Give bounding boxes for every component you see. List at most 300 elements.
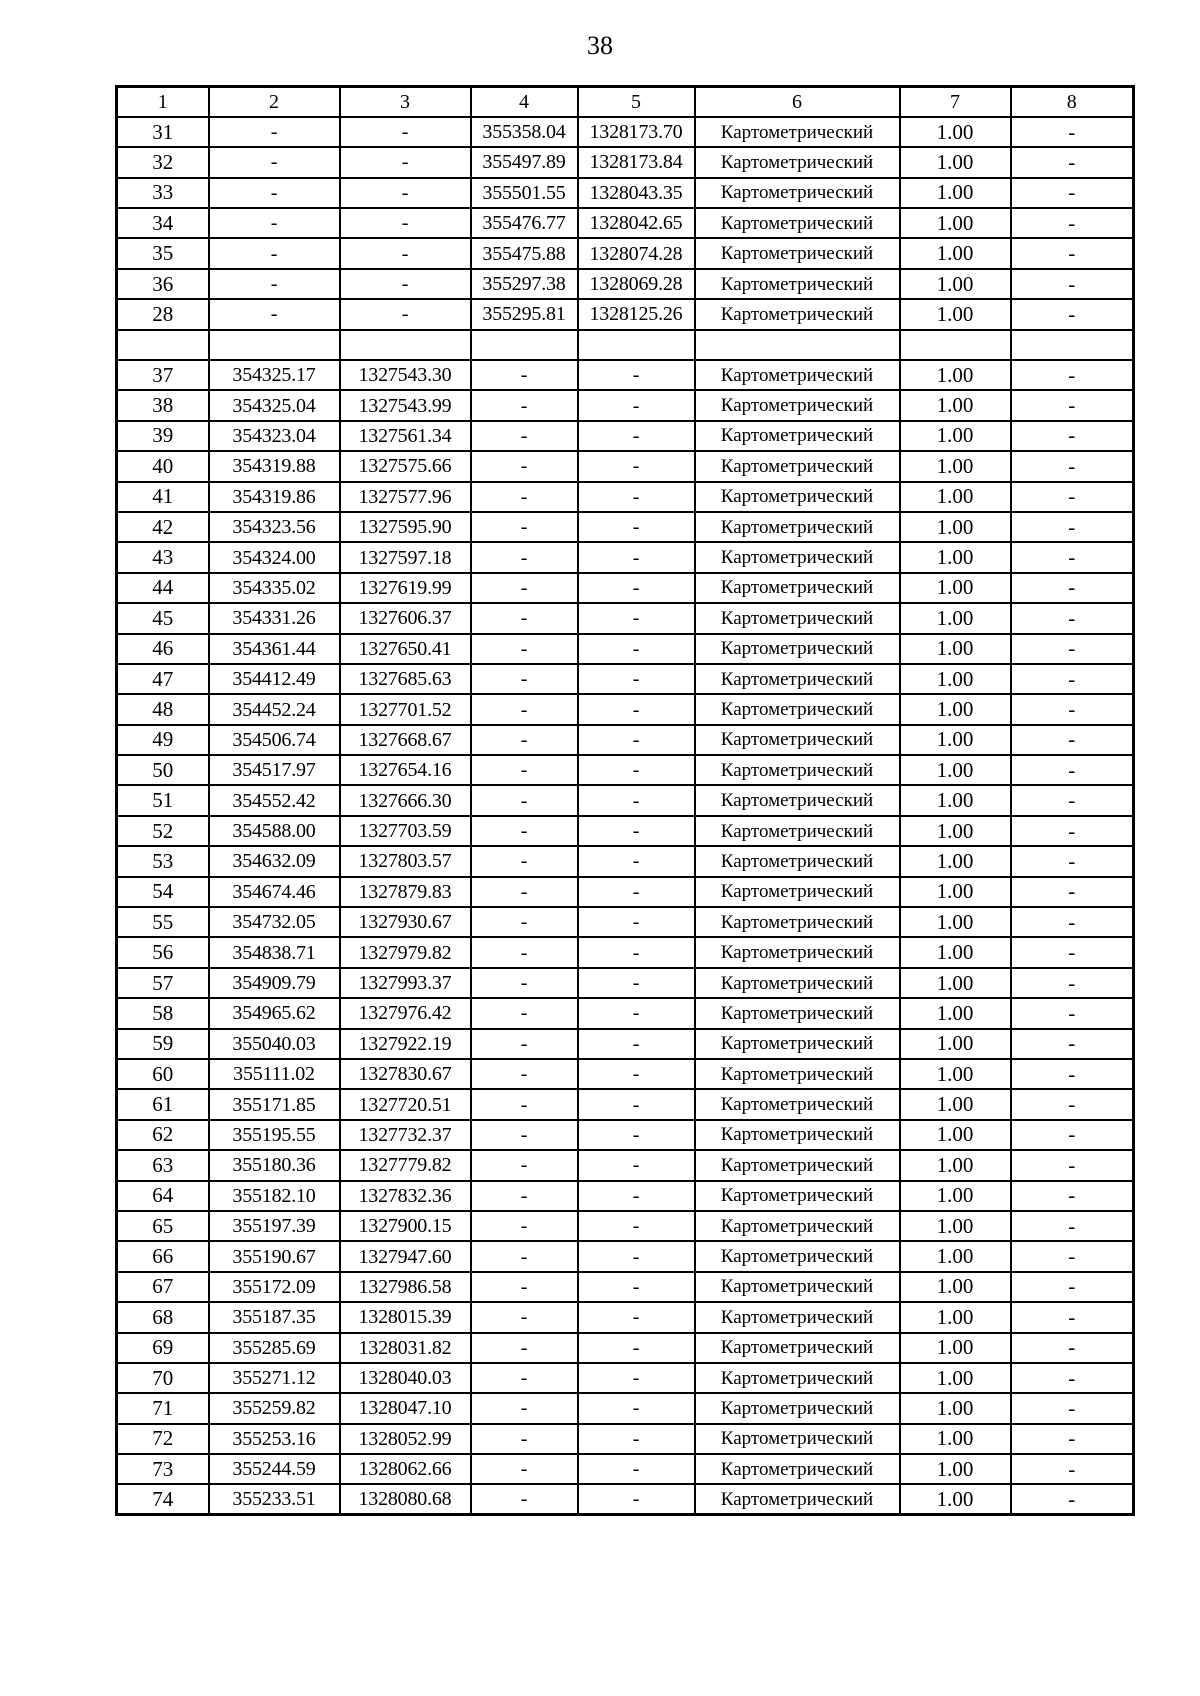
method-cell: Картометрический	[695, 1150, 900, 1180]
x-coordinate-cell: 354838.71	[209, 937, 340, 967]
point-number-cell: 56	[117, 937, 209, 967]
x-coordinate-cell: 355197.39	[209, 1211, 340, 1241]
y-coordinate-new-cell: -	[578, 755, 695, 785]
x-coordinate-cell	[209, 330, 340, 360]
x-coordinate-cell: 354324.00	[209, 542, 340, 572]
y-coordinate-cell: 1328040.03	[340, 1363, 471, 1393]
point-number-cell: 50	[117, 755, 209, 785]
point-number-cell: 61	[117, 1089, 209, 1119]
table-row	[117, 694, 1134, 724]
x-coordinate-new-cell: 355297.38	[471, 269, 578, 299]
accuracy-cell: 1.00	[900, 117, 1011, 147]
method-cell: Картометрический	[695, 178, 900, 208]
x-coordinate-new-cell: 355358.04	[471, 117, 578, 147]
y-coordinate-cell: 1328062.66	[340, 1454, 471, 1484]
method-cell: Картометрический	[695, 117, 900, 147]
x-coordinate-cell: 355259.82	[209, 1393, 340, 1423]
table-row	[117, 390, 1134, 420]
accuracy-cell	[900, 330, 1011, 360]
x-coordinate-cell: 354632.09	[209, 846, 340, 876]
x-coordinate-cell: 354965.62	[209, 998, 340, 1028]
method-cell: Картометрический	[695, 998, 900, 1028]
accuracy-cell: 1.00	[900, 937, 1011, 967]
accuracy-cell: 1.00	[900, 482, 1011, 512]
table-row	[117, 998, 1134, 1028]
x-coordinate-cell: 354588.00	[209, 816, 340, 846]
x-coordinate-new-cell: 355476.77	[471, 208, 578, 238]
method-cell: Картометрический	[695, 816, 900, 846]
y-coordinate-cell: 1327832.36	[340, 1181, 471, 1211]
note-cell: -	[1011, 907, 1134, 937]
note-cell: -	[1011, 1059, 1134, 1089]
note-cell: -	[1011, 1363, 1134, 1393]
accuracy-cell: 1.00	[900, 1302, 1011, 1332]
y-coordinate-new-cell: -	[578, 1150, 695, 1180]
method-cell: Картометрический	[695, 664, 900, 694]
x-coordinate-new-cell: -	[471, 451, 578, 481]
y-coordinate-new-cell: -	[578, 937, 695, 967]
accuracy-cell: 1.00	[900, 785, 1011, 815]
y-coordinate-new-cell: -	[578, 1393, 695, 1423]
x-coordinate-new-cell: 355497.89	[471, 147, 578, 177]
note-cell: -	[1011, 269, 1134, 299]
x-coordinate-new-cell: -	[471, 1241, 578, 1271]
y-coordinate-cell: -	[340, 178, 471, 208]
table-row	[117, 1424, 1134, 1454]
accuracy-cell: 1.00	[900, 1211, 1011, 1241]
note-cell: -	[1011, 178, 1134, 208]
x-coordinate-new-cell: -	[471, 1272, 578, 1302]
point-number-cell: 72	[117, 1424, 209, 1454]
note-cell: -	[1011, 1393, 1134, 1423]
table-row	[117, 725, 1134, 755]
note-cell: -	[1011, 542, 1134, 572]
x-coordinate-new-cell: -	[471, 664, 578, 694]
point-number-cell: 38	[117, 390, 209, 420]
y-coordinate-new-cell: -	[578, 1029, 695, 1059]
x-coordinate-new-cell: -	[471, 1059, 578, 1089]
y-coordinate-cell: 1327619.99	[340, 573, 471, 603]
x-coordinate-cell: 354335.02	[209, 573, 340, 603]
x-coordinate-cell: 354517.97	[209, 755, 340, 785]
method-cell: Картометрический	[695, 937, 900, 967]
table-row	[117, 816, 1134, 846]
page-number: 38	[587, 31, 613, 60]
x-coordinate-new-cell: 355501.55	[471, 178, 578, 208]
y-coordinate-new-cell: -	[578, 785, 695, 815]
x-coordinate-new-cell: -	[471, 694, 578, 724]
table-row	[117, 482, 1134, 512]
x-coordinate-new-cell: -	[471, 1393, 578, 1423]
x-coordinate-new-cell: -	[471, 573, 578, 603]
y-coordinate-cell: 1328080.68	[340, 1484, 471, 1514]
table-row	[117, 1363, 1134, 1393]
x-coordinate-cell: -	[209, 147, 340, 177]
y-coordinate-cell: -	[340, 238, 471, 268]
note-cell: -	[1011, 1181, 1134, 1211]
method-cell: Картометрический	[695, 603, 900, 633]
y-coordinate-cell: 1327830.67	[340, 1059, 471, 1089]
point-number-cell: 36	[117, 269, 209, 299]
method-cell: Картометрический	[695, 785, 900, 815]
table-row	[117, 1150, 1134, 1180]
x-coordinate-new-cell: -	[471, 725, 578, 755]
x-coordinate-cell: 355172.09	[209, 1272, 340, 1302]
accuracy-cell: 1.00	[900, 998, 1011, 1028]
y-coordinate-cell: 1327986.58	[340, 1272, 471, 1302]
x-coordinate-new-cell: -	[471, 1484, 578, 1514]
y-coordinate-new-cell: -	[578, 603, 695, 633]
note-cell: -	[1011, 1302, 1134, 1332]
table-row	[117, 877, 1134, 907]
table-row	[117, 785, 1134, 815]
y-coordinate-new-cell: 1328125.26	[578, 299, 695, 329]
accuracy-cell: 1.00	[900, 1363, 1011, 1393]
accuracy-cell: 1.00	[900, 542, 1011, 572]
note-cell: -	[1011, 238, 1134, 268]
table-row	[117, 1272, 1134, 1302]
note-cell: -	[1011, 816, 1134, 846]
method-cell: Картометрический	[695, 1029, 900, 1059]
y-coordinate-cell: 1328031.82	[340, 1333, 471, 1363]
x-coordinate-new-cell: -	[471, 816, 578, 846]
y-coordinate-cell: 1328052.99	[340, 1424, 471, 1454]
x-coordinate-cell: -	[209, 269, 340, 299]
method-cell: Картометрический	[695, 269, 900, 299]
table-row	[117, 1211, 1134, 1241]
x-coordinate-cell: 354319.88	[209, 451, 340, 481]
note-cell: -	[1011, 755, 1134, 785]
x-coordinate-new-cell: -	[471, 937, 578, 967]
accuracy-cell: 1.00	[900, 1120, 1011, 1150]
y-coordinate-cell: 1327597.18	[340, 542, 471, 572]
table-row	[117, 907, 1134, 937]
method-cell: Картометрический	[695, 725, 900, 755]
y-coordinate-cell: 1327947.60	[340, 1241, 471, 1271]
y-coordinate-cell: 1327606.37	[340, 603, 471, 633]
y-coordinate-cell: 1327561.34	[340, 421, 471, 451]
note-cell: -	[1011, 360, 1134, 390]
method-cell: Картометрический	[695, 299, 900, 329]
accuracy-cell: 1.00	[900, 968, 1011, 998]
point-number-cell: 70	[117, 1363, 209, 1393]
coordinates-table	[115, 85, 1135, 1516]
point-number-cell: 54	[117, 877, 209, 907]
table-row	[117, 512, 1134, 542]
x-coordinate-new-cell: -	[471, 603, 578, 633]
y-coordinate-new-cell: 1328042.65	[578, 208, 695, 238]
note-cell: -	[1011, 573, 1134, 603]
accuracy-cell: 1.00	[900, 299, 1011, 329]
y-coordinate-new-cell: -	[578, 1059, 695, 1089]
point-number-cell: 52	[117, 816, 209, 846]
point-number-cell: 31	[117, 117, 209, 147]
point-number-cell: 71	[117, 1393, 209, 1423]
table-row	[117, 1089, 1134, 1119]
point-number-cell: 48	[117, 694, 209, 724]
x-coordinate-new-cell: -	[471, 1302, 578, 1332]
accuracy-cell: 1.00	[900, 573, 1011, 603]
x-coordinate-cell: -	[209, 117, 340, 147]
y-coordinate-new-cell: 1328173.70	[578, 117, 695, 147]
y-coordinate-new-cell: -	[578, 1120, 695, 1150]
note-cell: -	[1011, 299, 1134, 329]
note-cell: -	[1011, 1089, 1134, 1119]
y-coordinate-cell: 1328015.39	[340, 1302, 471, 1332]
point-number-cell: 69	[117, 1333, 209, 1363]
note-cell: -	[1011, 998, 1134, 1028]
y-coordinate-new-cell: 1328074.28	[578, 238, 695, 268]
table-row	[117, 634, 1134, 664]
x-coordinate-new-cell: -	[471, 1181, 578, 1211]
point-number-cell: 28	[117, 299, 209, 329]
x-coordinate-new-cell: -	[471, 1333, 578, 1363]
y-coordinate-new-cell: -	[578, 573, 695, 603]
note-cell: -	[1011, 117, 1134, 147]
y-coordinate-new-cell: 1328173.84	[578, 147, 695, 177]
note-cell: -	[1011, 512, 1134, 542]
column-header-5: 5	[578, 87, 695, 117]
note-cell: -	[1011, 208, 1134, 238]
accuracy-cell: 1.00	[900, 269, 1011, 299]
accuracy-cell: 1.00	[900, 421, 1011, 451]
point-number-cell: 62	[117, 1120, 209, 1150]
x-coordinate-cell: 354325.17	[209, 360, 340, 390]
y-coordinate-cell: -	[340, 269, 471, 299]
point-number-cell: 74	[117, 1484, 209, 1514]
x-coordinate-cell: 355171.85	[209, 1089, 340, 1119]
x-coordinate-cell: -	[209, 238, 340, 268]
table-row	[117, 421, 1134, 451]
table-row	[117, 451, 1134, 481]
accuracy-cell: 1.00	[900, 1393, 1011, 1423]
y-coordinate-new-cell: -	[578, 451, 695, 481]
x-coordinate-cell: 354323.56	[209, 512, 340, 542]
accuracy-cell: 1.00	[900, 1089, 1011, 1119]
x-coordinate-cell: 355187.35	[209, 1302, 340, 1332]
y-coordinate-new-cell: -	[578, 542, 695, 572]
method-cell: Картометрический	[695, 1424, 900, 1454]
y-coordinate-new-cell: -	[578, 634, 695, 664]
x-coordinate-cell: 354674.46	[209, 877, 340, 907]
point-number-cell: 40	[117, 451, 209, 481]
method-cell: Картометрический	[695, 1484, 900, 1514]
y-coordinate-new-cell: -	[578, 907, 695, 937]
x-coordinate-cell: 354732.05	[209, 907, 340, 937]
table-row	[117, 755, 1134, 785]
table-row	[117, 1029, 1134, 1059]
point-number-cell: 37	[117, 360, 209, 390]
x-coordinate-cell: 355195.55	[209, 1120, 340, 1150]
note-cell: -	[1011, 1424, 1134, 1454]
note-cell: -	[1011, 846, 1134, 876]
y-coordinate-new-cell: -	[578, 1241, 695, 1271]
y-coordinate-cell: 1327879.83	[340, 877, 471, 907]
method-cell: Картометрический	[695, 907, 900, 937]
x-coordinate-cell: 354552.42	[209, 785, 340, 815]
accuracy-cell: 1.00	[900, 238, 1011, 268]
accuracy-cell: 1.00	[900, 634, 1011, 664]
y-coordinate-cell: 1327993.37	[340, 968, 471, 998]
point-number-cell: 34	[117, 208, 209, 238]
x-coordinate-new-cell: -	[471, 1089, 578, 1119]
table-row	[117, 299, 1134, 329]
y-coordinate-cell: -	[340, 299, 471, 329]
table-row	[117, 542, 1134, 572]
accuracy-cell: 1.00	[900, 755, 1011, 785]
y-coordinate-new-cell: -	[578, 877, 695, 907]
table-header-row	[117, 87, 1134, 117]
method-cell: Картометрический	[695, 451, 900, 481]
table-row	[117, 178, 1134, 208]
table-row	[117, 1181, 1134, 1211]
accuracy-cell: 1.00	[900, 1333, 1011, 1363]
point-number-cell: 67	[117, 1272, 209, 1302]
y-coordinate-new-cell: -	[578, 1333, 695, 1363]
x-coordinate-cell: -	[209, 178, 340, 208]
table-row	[117, 573, 1134, 603]
accuracy-cell: 1.00	[900, 147, 1011, 177]
x-coordinate-new-cell: -	[471, 1029, 578, 1059]
y-coordinate-new-cell: 1328043.35	[578, 178, 695, 208]
method-cell: Картометрический	[695, 147, 900, 177]
point-number-cell: 55	[117, 907, 209, 937]
x-coordinate-cell: 355182.10	[209, 1181, 340, 1211]
x-coordinate-new-cell: -	[471, 755, 578, 785]
note-cell: -	[1011, 664, 1134, 694]
column-header-1: 1	[117, 87, 209, 117]
y-coordinate-new-cell: -	[578, 998, 695, 1028]
x-coordinate-cell: 354323.04	[209, 421, 340, 451]
table-row	[117, 208, 1134, 238]
x-coordinate-cell: 355244.59	[209, 1454, 340, 1484]
point-number-cell: 66	[117, 1241, 209, 1271]
column-header-8: 8	[1011, 87, 1134, 117]
y-coordinate-new-cell: -	[578, 1089, 695, 1119]
x-coordinate-new-cell: -	[471, 846, 578, 876]
x-coordinate-new-cell: -	[471, 360, 578, 390]
x-coordinate-cell: 354325.04	[209, 390, 340, 420]
column-header-7: 7	[900, 87, 1011, 117]
y-coordinate-cell: 1327543.30	[340, 360, 471, 390]
table-row	[117, 968, 1134, 998]
x-coordinate-new-cell: -	[471, 542, 578, 572]
x-coordinate-new-cell: -	[471, 968, 578, 998]
table-row	[117, 117, 1134, 147]
table-row	[117, 1059, 1134, 1089]
method-cell: Картометрический	[695, 421, 900, 451]
method-cell: Картометрический	[695, 542, 900, 572]
table-row	[117, 1393, 1134, 1423]
point-number-cell: 64	[117, 1181, 209, 1211]
y-coordinate-cell: 1327732.37	[340, 1120, 471, 1150]
accuracy-cell: 1.00	[900, 512, 1011, 542]
point-number-cell: 73	[117, 1454, 209, 1484]
accuracy-cell: 1.00	[900, 1241, 1011, 1271]
y-coordinate-new-cell: -	[578, 1211, 695, 1241]
x-coordinate-new-cell: -	[471, 1363, 578, 1393]
point-number-cell: 60	[117, 1059, 209, 1089]
y-coordinate-cell: 1327922.19	[340, 1029, 471, 1059]
note-cell: -	[1011, 1454, 1134, 1484]
note-cell: -	[1011, 1211, 1134, 1241]
note-cell: -	[1011, 451, 1134, 481]
y-coordinate-cell: 1327650.41	[340, 634, 471, 664]
y-coordinate-new-cell: -	[578, 816, 695, 846]
accuracy-cell: 1.00	[900, 816, 1011, 846]
note-cell	[1011, 330, 1134, 360]
accuracy-cell: 1.00	[900, 1272, 1011, 1302]
y-coordinate-new-cell: -	[578, 1454, 695, 1484]
method-cell: Картометрический	[695, 968, 900, 998]
y-coordinate-new-cell: -	[578, 482, 695, 512]
note-cell: -	[1011, 1120, 1134, 1150]
table-row	[117, 937, 1134, 967]
method-cell: Картометрический	[695, 1302, 900, 1332]
accuracy-cell: 1.00	[900, 1454, 1011, 1484]
x-coordinate-new-cell: -	[471, 877, 578, 907]
y-coordinate-cell: 1327779.82	[340, 1150, 471, 1180]
x-coordinate-cell: 354452.24	[209, 694, 340, 724]
x-coordinate-new-cell: -	[471, 1424, 578, 1454]
y-coordinate-cell: 1327654.16	[340, 755, 471, 785]
x-coordinate-cell: 355040.03	[209, 1029, 340, 1059]
y-coordinate-new-cell: -	[578, 725, 695, 755]
table-row	[117, 1120, 1134, 1150]
accuracy-cell: 1.00	[900, 907, 1011, 937]
x-coordinate-new-cell: -	[471, 634, 578, 664]
y-coordinate-new-cell: -	[578, 664, 695, 694]
accuracy-cell: 1.00	[900, 208, 1011, 238]
y-coordinate-new-cell: -	[578, 390, 695, 420]
table-row	[117, 269, 1134, 299]
note-cell: -	[1011, 1241, 1134, 1271]
note-cell: -	[1011, 1272, 1134, 1302]
x-coordinate-new-cell: -	[471, 421, 578, 451]
y-coordinate-new-cell: -	[578, 968, 695, 998]
point-number-cell: 53	[117, 846, 209, 876]
method-cell: Картометрический	[695, 238, 900, 268]
table-row	[117, 1454, 1134, 1484]
y-coordinate-cell: 1327668.67	[340, 725, 471, 755]
accuracy-cell: 1.00	[900, 451, 1011, 481]
method-cell: Картометрический	[695, 1241, 900, 1271]
method-cell: Картометрический	[695, 634, 900, 664]
point-number-cell: 47	[117, 664, 209, 694]
accuracy-cell: 1.00	[900, 877, 1011, 907]
point-number-cell: 49	[117, 725, 209, 755]
y-coordinate-cell: -	[340, 208, 471, 238]
x-coordinate-new-cell: -	[471, 1454, 578, 1484]
x-coordinate-cell: 355271.12	[209, 1363, 340, 1393]
point-number-cell: 42	[117, 512, 209, 542]
table-row	[117, 846, 1134, 876]
accuracy-cell: 1.00	[900, 1424, 1011, 1454]
method-cell: Картометрический	[695, 512, 900, 542]
y-coordinate-cell: 1327577.96	[340, 482, 471, 512]
point-number-cell: 43	[117, 542, 209, 572]
x-coordinate-cell: 355190.67	[209, 1241, 340, 1271]
x-coordinate-cell: 354361.44	[209, 634, 340, 664]
point-number-cell: 39	[117, 421, 209, 451]
method-cell: Картометрический	[695, 877, 900, 907]
point-number-cell: 41	[117, 482, 209, 512]
x-coordinate-cell: 354506.74	[209, 725, 340, 755]
note-cell: -	[1011, 421, 1134, 451]
y-coordinate-cell: 1327803.57	[340, 846, 471, 876]
point-number-cell	[117, 330, 209, 360]
method-cell: Картометрический	[695, 1211, 900, 1241]
